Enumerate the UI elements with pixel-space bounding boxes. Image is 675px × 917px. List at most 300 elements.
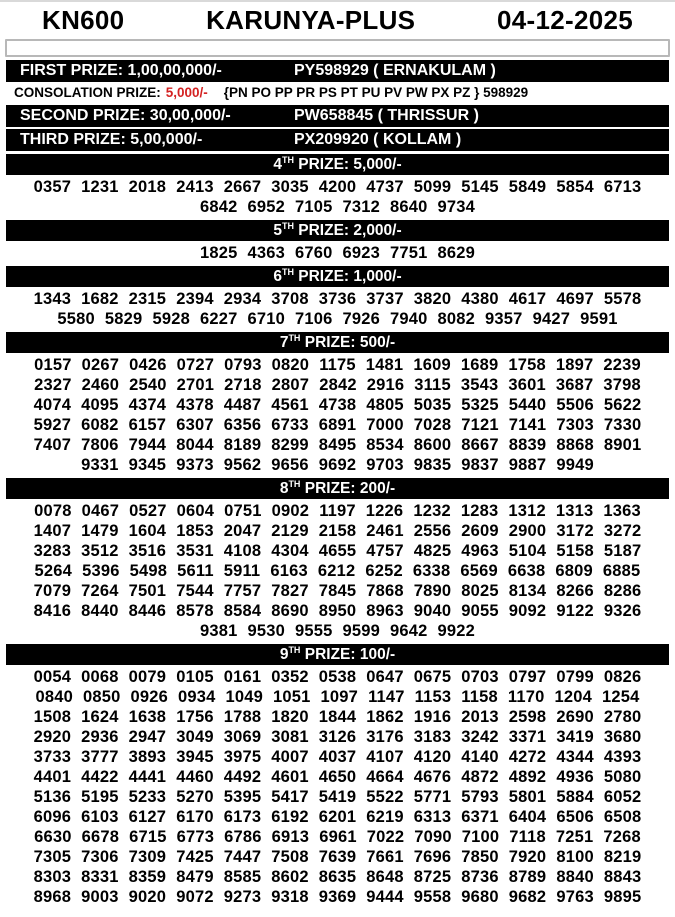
ticket-number: 2013 (461, 708, 499, 726)
ticket-number: 1175 (319, 356, 356, 374)
ticket-number: 5829 (104, 310, 143, 328)
ticket-number: 2701 (176, 376, 215, 394)
ticket-number: 4095 (81, 396, 119, 414)
ticket-number: 1758 (508, 356, 546, 374)
ticket-number: 5911 (223, 562, 261, 580)
ticket-number: 3081 (271, 728, 309, 746)
ticket-number: 9373 (176, 456, 214, 474)
prize-6th-number-row (0, 309, 675, 329)
draw-code: KN600 (42, 5, 125, 35)
consolation-amount: 5,000/- (165, 85, 208, 100)
ticket-number: 6096 (33, 808, 72, 826)
ticket-number: 2598 (508, 708, 547, 726)
ticket-number: 7100 (461, 828, 500, 846)
ticket-number: 9591 (580, 310, 618, 328)
ticket-number: 2920 (33, 728, 72, 746)
ticket-number: 5080 (603, 768, 642, 786)
ticket-number: 5498 (129, 562, 168, 580)
ticket-number: 6127 (128, 808, 167, 826)
ticket-number: 7141 (508, 416, 547, 434)
ticket-number: 7751 (390, 244, 428, 262)
ticket-number: 2718 (224, 376, 262, 394)
ticket-number: 2413 (176, 178, 214, 196)
ticket-number: 8100 (556, 848, 594, 866)
ticket-number: 6219 (366, 808, 404, 826)
ticket-number: 3069 (223, 728, 262, 746)
ticket-number: 8585 (223, 868, 262, 886)
ticket-number: 7121 (461, 416, 499, 434)
ticket-number: 9444 (366, 888, 404, 906)
ticket-number: 8963 (366, 602, 404, 620)
ticket-number: 4374 (128, 396, 167, 414)
ticket-number: 7251 (555, 828, 594, 846)
ticket-number: 9703 (366, 456, 404, 474)
ticket-number: 5854 (556, 178, 594, 196)
ticket-number: 3283 (33, 542, 72, 560)
ticket-number: 7850 (461, 848, 499, 866)
ticket-number: 8839 (508, 436, 547, 454)
ticket-number: 2842 (319, 376, 357, 394)
ticket-number: 3777 (81, 748, 119, 766)
ticket-number: 8840 (556, 868, 594, 886)
ticket-number: 5099 (413, 178, 452, 196)
ticket-number: 1604 (128, 522, 167, 540)
ticket-number: 6506 (556, 808, 594, 826)
ticket-number: 0675 (413, 668, 452, 686)
ticket-number: 1313 (555, 502, 594, 520)
ticket-number: 8189 (223, 436, 262, 454)
empty-field (5, 39, 670, 57)
ticket-number: 1689 (460, 356, 499, 374)
ticket-number: 9680 (461, 888, 499, 906)
prize-9th-number-row (0, 867, 675, 887)
ticket-number: 6052 (603, 788, 642, 806)
ticket-number: 1283 (460, 502, 499, 520)
ticket-number: 1820 (271, 708, 309, 726)
ticket-number: 8534 (366, 436, 404, 454)
ticket-number: 2667 (223, 178, 262, 196)
ticket-number: 8578 (176, 602, 214, 620)
ticket-number: 9020 (128, 888, 167, 906)
ticket-number: 5884 (556, 788, 594, 806)
ticket-number: 0850 (82, 688, 121, 706)
ticket-number: 9734 (437, 198, 476, 216)
ticket-number: 7118 (509, 828, 546, 846)
ticket-number: 9427 (532, 310, 571, 328)
ticket-number: 8479 (176, 868, 214, 886)
ticket-number: 8025 (461, 582, 499, 600)
ticket-number: 6338 (412, 562, 451, 580)
ticket-number: 0105 (176, 668, 214, 686)
prize-8th-number-row (0, 521, 675, 541)
ticket-number: 1479 (81, 522, 119, 540)
ticket-number: 3531 (176, 542, 214, 560)
ticket-number: 7312 (342, 198, 381, 216)
ticket-number: 8219 (603, 848, 642, 866)
ticket-number: 7447 (223, 848, 262, 866)
ticket-number: 5270 (176, 788, 214, 806)
first-prize-ticket: PY598929 ( ERNAKULAM ) (294, 62, 496, 79)
ticket-number: 0793 (224, 356, 262, 374)
ticket-number: 7639 (318, 848, 357, 866)
ticket-number: 1197 (319, 502, 356, 520)
draw-date: 04-12-2025 (497, 5, 633, 35)
ticket-number: 5325 (461, 396, 499, 414)
ticket-number: 4892 (508, 768, 547, 786)
ticket-number: 8299 (271, 436, 309, 454)
ticket-number: 0426 (129, 356, 167, 374)
ticket-number: 6227 (199, 310, 238, 328)
ticket-number: 3820 (413, 290, 452, 308)
ticket-number: 2315 (128, 290, 167, 308)
ticket-number: 0068 (81, 668, 119, 686)
ticket-number: 5104 (508, 542, 547, 560)
ticket-number: 9055 (461, 602, 499, 620)
ticket-number: 8266 (556, 582, 594, 600)
ticket-number: 5158 (556, 542, 594, 560)
prize-7th-number-row (0, 355, 675, 375)
ticket-number: 4561 (271, 396, 309, 414)
ticket-number: 0357 (33, 178, 72, 196)
ticket-number: 8602 (271, 868, 309, 886)
ticket-number: 2129 (271, 522, 309, 540)
ticket-number: 4108 (223, 542, 262, 560)
ticket-number: 0797 (508, 668, 547, 686)
ticket-number: 2047 (223, 522, 262, 540)
ticket-number: 2460 (81, 376, 120, 394)
ticket-number: 6842 (199, 198, 238, 216)
ticket-number: 8446 (128, 602, 167, 620)
ticket-number: 9562 (223, 456, 262, 474)
ticket-number: 1609 (413, 356, 451, 374)
ticket-number: 3115 (414, 376, 451, 394)
prize-header-5th: 5TH PRIZE: 2,000/- (6, 220, 669, 241)
prize-8th-number-row (0, 541, 675, 561)
third-prize-ticket: PX209920 ( KOLLAM ) (294, 131, 462, 148)
ticket-number: 1231 (81, 178, 119, 196)
ticket-number: 9003 (81, 888, 119, 906)
ticket-number: 7079 (33, 582, 72, 600)
ticket-number: 4805 (366, 396, 404, 414)
ticket-number: 4738 (318, 396, 357, 414)
ticket-number: 6786 (224, 828, 262, 846)
ticket-number: 4200 (318, 178, 357, 196)
third-prize-bar (6, 129, 669, 151)
ticket-number: 4140 (461, 748, 499, 766)
prize-7th-number-row (0, 435, 675, 455)
ticket-number: 6252 (365, 562, 403, 580)
ticket-number: 4872 (461, 768, 499, 786)
ticket-number: 1862 (366, 708, 404, 726)
ticket-number: 2780 (603, 708, 642, 726)
ticket-number: 6638 (507, 562, 546, 580)
prize-9th-number-row (0, 807, 675, 827)
ticket-number: 1254 (602, 688, 640, 706)
ticket-number: 8600 (413, 436, 452, 454)
ticket-number: 5419 (318, 788, 357, 806)
ticket-number: 6313 (413, 808, 452, 826)
ticket-number: 0926 (130, 688, 168, 706)
ticket-number: 7501 (128, 582, 167, 600)
ticket-number: 9381 (199, 622, 238, 640)
ticket-number: 5506 (556, 396, 594, 414)
ticket-number: 0840 (35, 688, 73, 706)
ticket-number: 5136 (33, 788, 72, 806)
prize-8th-number-row (0, 601, 675, 621)
ticket-number: 2158 (318, 522, 357, 540)
ticket-number: 7757 (223, 582, 262, 600)
ticket-number: 3736 (318, 290, 357, 308)
ticket-number: 8667 (461, 436, 499, 454)
ticket-number: 5793 (461, 788, 499, 806)
ticket-number: 8950 (318, 602, 357, 620)
ticket-number: 5396 (82, 562, 120, 580)
prize-4th-number-row (0, 197, 675, 217)
ticket-number: 1825 (199, 244, 238, 262)
ticket-number: 6891 (318, 416, 357, 434)
ticket-number: 0727 (176, 356, 215, 374)
ticket-number: 2916 (366, 376, 405, 394)
ticket-number: 1624 (81, 708, 119, 726)
ticket-number: 0703 (461, 668, 499, 686)
ticket-number: 8082 (437, 310, 476, 328)
ticket-number: 6923 (342, 244, 381, 262)
ticket-number: 6307 (176, 416, 214, 434)
second-prize-bar (6, 105, 669, 127)
ticket-number: 7868 (366, 582, 404, 600)
ticket-number: 4378 (176, 396, 214, 414)
ticket-number: 6630 (34, 828, 72, 846)
ticket-number: 8495 (318, 436, 357, 454)
ticket-number: 1638 (128, 708, 167, 726)
ticket-number: 1363 (603, 502, 641, 520)
ticket-number: 4120 (413, 748, 452, 766)
ticket-number: 7940 (390, 310, 428, 328)
ticket-number: 5145 (461, 178, 499, 196)
ticket-number: 5578 (603, 290, 642, 308)
ticket-number: 6913 (271, 828, 310, 846)
ticket-number: 8416 (33, 602, 72, 620)
ticket-number: 0079 (128, 668, 167, 686)
ticket-number: 2239 (603, 356, 641, 374)
ticket-number: 1844 (318, 708, 357, 726)
ticket-number: 6082 (81, 416, 119, 434)
ticket-number: 1204 (554, 688, 593, 706)
prize-header-4th: 4TH PRIZE: 5,000/- (6, 154, 669, 175)
prize-9th-number-row (0, 767, 675, 787)
ticket-number: 0352 (271, 668, 309, 686)
ticket-number: 6404 (508, 808, 547, 826)
ticket-number: 0820 (271, 356, 310, 374)
ticket-number: 7508 (271, 848, 309, 866)
ticket-number: 6508 (603, 808, 642, 826)
ticket-number: 6715 (129, 828, 167, 846)
prize-header-7th: 7TH PRIZE: 500/- (6, 332, 669, 353)
ticket-number: 6192 (271, 808, 309, 826)
ticket-number: 3893 (128, 748, 167, 766)
prize-9th-number-row (0, 727, 675, 747)
ticket-number: 3272 (603, 522, 642, 540)
lottery-title: KARUNYA-PLUS (206, 5, 416, 35)
ticket-number: 3798 (603, 376, 641, 394)
prize-9th-number-row (0, 667, 675, 687)
ticket-number: 9530 (247, 622, 285, 640)
prize-9th-number-row (0, 827, 675, 847)
ticket-number: 1788 (223, 708, 262, 726)
prize-header-6th: 6TH PRIZE: 1,000/- (6, 266, 669, 287)
prize-9th-number-row (0, 787, 675, 807)
ticket-number: 3733 (33, 748, 72, 766)
ticket-number: 1153 (414, 688, 452, 706)
ticket-number: 9599 (342, 622, 381, 640)
ticket-number: 7303 (556, 416, 594, 434)
ticket-number: 1343 (33, 290, 72, 308)
ticket-number: 2540 (129, 376, 167, 394)
ticket-number: 9692 (318, 456, 357, 474)
ticket-number: 8648 (366, 868, 404, 886)
ticket-number: 7028 (413, 416, 452, 434)
ticket-number: 8440 (81, 602, 119, 620)
ticket-number: 5187 (603, 542, 642, 560)
prize-9th-number-row (0, 747, 675, 767)
ticket-number: 8584 (223, 602, 262, 620)
ticket-number: 9040 (413, 602, 452, 620)
ticket-number: 1916 (413, 708, 452, 726)
ticket-number: 3708 (271, 290, 309, 308)
ticket-number: 1853 (176, 522, 214, 540)
ticket-number: 7407 (33, 436, 72, 454)
ticket-number: 5417 (271, 788, 309, 806)
ticket-number: 5195 (81, 788, 119, 806)
ticket-number: 6961 (319, 828, 357, 846)
ticket-number: 3242 (461, 728, 499, 746)
ticket-number: 4107 (366, 748, 404, 766)
ticket-number: 4664 (366, 768, 404, 786)
ticket-number: 1481 (365, 356, 404, 374)
ticket-number: 6809 (555, 562, 593, 580)
prize-7th-number-row (0, 395, 675, 415)
ticket-number: 1170 (507, 688, 545, 706)
ticket-number: 4007 (271, 748, 309, 766)
first-prize-bar (6, 60, 669, 82)
ticket-number: 9318 (271, 888, 309, 906)
ticket-number: 9357 (485, 310, 523, 328)
prize-8th-number-row (0, 501, 675, 521)
ticket-number: 6212 (317, 562, 356, 580)
ticket-number: 1226 (365, 502, 404, 520)
ticket-number: 7305 (33, 848, 72, 866)
ticket-number: 9331 (81, 456, 119, 474)
ticket-number: 7806 (81, 436, 119, 454)
ticket-number: 8968 (33, 888, 72, 906)
ticket-number: 7425 (176, 848, 214, 866)
prize-8th-number-row (0, 621, 675, 641)
ticket-number: 3512 (81, 542, 119, 560)
prize-9th-number-row (0, 707, 675, 727)
prize-7th-number-row (0, 375, 675, 395)
prize-9th-number-row (0, 687, 675, 707)
ticket-number: 4487 (223, 396, 262, 414)
ticket-number: 0527 (129, 502, 167, 520)
ticket-number: 9682 (508, 888, 547, 906)
ticket-number: 6163 (270, 562, 308, 580)
ticket-number: 8868 (556, 436, 594, 454)
ticket-number: 6952 (247, 198, 285, 216)
ticket-number: 2690 (556, 708, 594, 726)
ticket-number: 6733 (271, 416, 309, 434)
ticket-number: 4650 (318, 768, 357, 786)
ticket-number: 7106 (294, 310, 333, 328)
ticket-number: 9326 (603, 602, 642, 620)
ticket-number: 0934 (178, 688, 216, 706)
ticket-number: 1682 (81, 290, 119, 308)
ticket-number: 4601 (271, 768, 309, 786)
ticket-number: 3516 (128, 542, 167, 560)
ticket-number: 4363 (247, 244, 285, 262)
ticket-number: 8629 (437, 244, 476, 262)
ticket-number: 9345 (128, 456, 167, 474)
ticket-number: 4272 (508, 748, 547, 766)
ticket-number: 0161 (223, 668, 262, 686)
ticket-number: 4304 (271, 542, 309, 560)
ticket-number: 3419 (556, 728, 594, 746)
ticket-number: 8331 (81, 868, 119, 886)
ticket-number: 5440 (508, 396, 547, 414)
ticket-number: 2461 (366, 522, 404, 540)
ticket-number: 2018 (128, 178, 167, 196)
ticket-number: 3975 (223, 748, 262, 766)
ticket-number: 9072 (176, 888, 214, 906)
ticket-number: 5395 (223, 788, 262, 806)
ticket-number: 3172 (556, 522, 594, 540)
ticket-number: 4825 (413, 542, 452, 560)
ticket-number: 3126 (318, 728, 357, 746)
ticket-number: 6760 (294, 244, 333, 262)
ticket-number: 1407 (33, 522, 72, 540)
ticket-number: 3601 (508, 376, 546, 394)
ticket-number: 0538 (318, 668, 357, 686)
ticket-number: 1097 (320, 688, 359, 706)
ticket-number: 5233 (128, 788, 167, 806)
ticket-number: 4617 (508, 290, 547, 308)
ticket-number: 7306 (81, 848, 119, 866)
ticket-number: 2556 (413, 522, 452, 540)
ticket-number: 7309 (128, 848, 167, 866)
prize-6th-number-row (0, 289, 675, 309)
ticket-number: 8303 (33, 868, 72, 886)
ticket-number: 7268 (603, 828, 641, 846)
ticket-number: 0054 (33, 668, 72, 686)
ticket-number: 0267 (81, 356, 120, 374)
ticket-number: 5771 (413, 788, 452, 806)
ticket-number: 8640 (390, 198, 428, 216)
ticket-number: 0604 (176, 502, 215, 520)
ticket-number: 6157 (128, 416, 167, 434)
ticket-number: 7544 (176, 582, 214, 600)
ticket-number: 6371 (461, 808, 499, 826)
ticket-number: 8044 (176, 436, 214, 454)
ticket-number: 7264 (81, 582, 119, 600)
ticket-number: 2900 (508, 522, 547, 540)
ticket-number: 2947 (128, 728, 167, 746)
ticket-number: 9656 (271, 456, 309, 474)
ticket-number: 7827 (271, 582, 309, 600)
ticket-number: 1049 (225, 688, 264, 706)
ticket-number: 7920 (508, 848, 547, 866)
ticket-number: 0902 (271, 502, 310, 520)
ticket-number: 4380 (461, 290, 499, 308)
ticket-number: 3183 (413, 728, 452, 746)
